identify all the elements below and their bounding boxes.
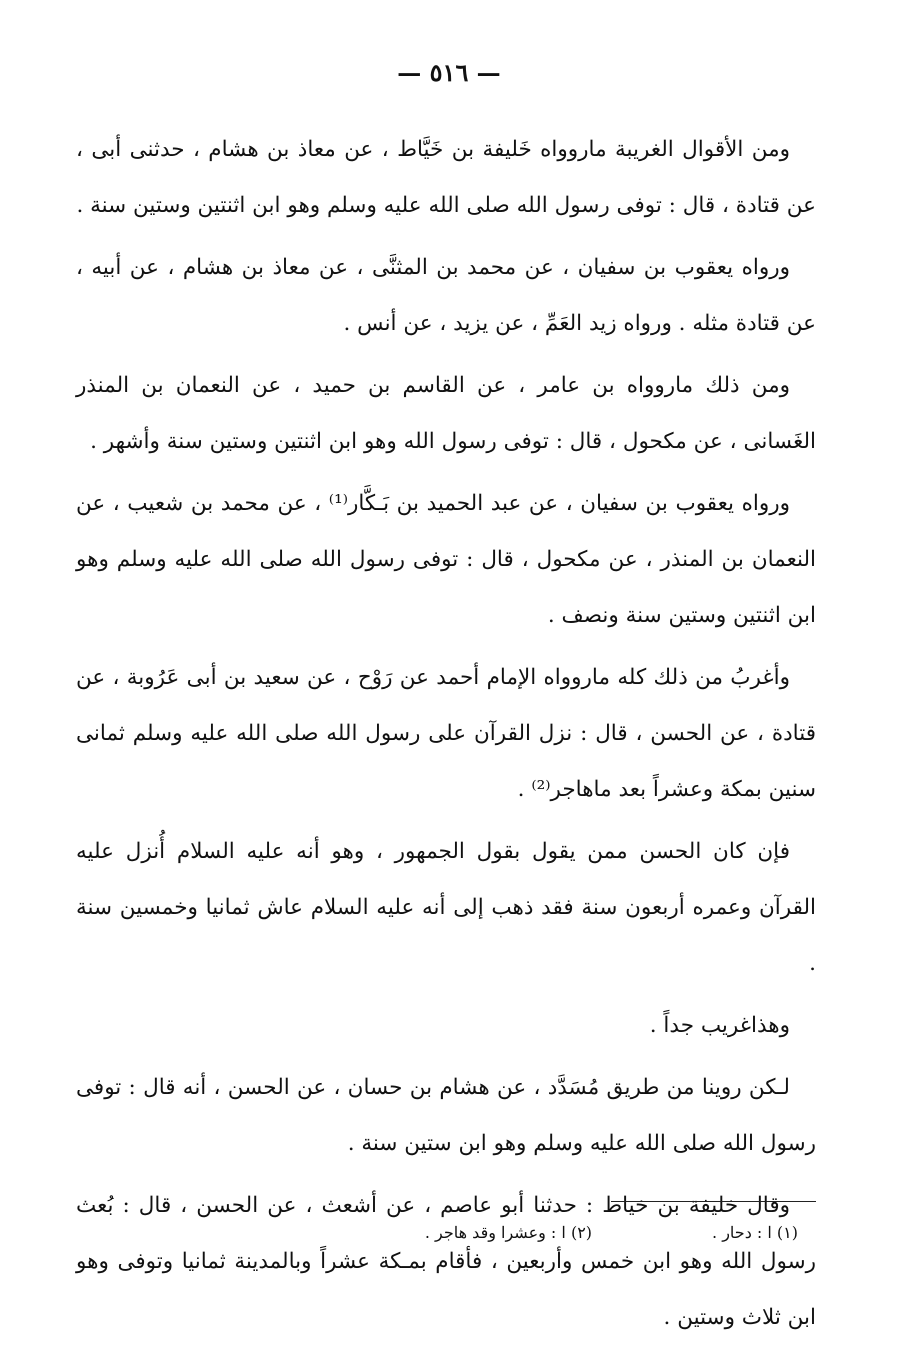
paragraph: ورواه يعقوب بن سفيان ، عن محمد بن المثنَّى ، عن معاذ بن هشام ، عن أبيه ، عن قتادة مثله . ورواه زيد العَمِّ ، عن يزيد ، عن أنس . bbox=[76, 255, 816, 336]
paragraph: ومن الأقوال الغريبة ماروواه خَليفة بن خَيَّاط ، عن معاذ بن هشام ، حدثنى أبى ، عن قتادة ، قال : توفى رسول الله صلى الله عليه وسلم وهو ابن اثنتين وستين سنة . bbox=[76, 137, 816, 218]
paragraph: لـكن روينا من طريق مُسَدَّد ، عن هشام بن حسان ، عن الحسن ، أنه قال : توفى رسول الله صلى الله عليه وسلم وهو ابن ستين سنة . bbox=[76, 1075, 816, 1156]
paragraph: وقال خليفة بن خياط : حدثنا أبو عاصم ، عن أشعث ، عن الحسن ، قال : بُعث رسول الله وهو ابن خمس وأربعين ، فأقام بمـكة عشراً وبالمدينة ثمانيا وتوفى وهو ابن ثلاث وستين . bbox=[76, 1193, 816, 1330]
body-text bbox=[76, 122, 816, 1352]
paragraph: فإن كان الحسن ممن يقول بقول الجمهور ، وهو أنه عليه السلام أُنزل عليه القرآن وعمره أربعون سنة فقد ذهب إلى أنه عليه السلام عاش ثمانيا وخمسين سنة . bbox=[76, 839, 816, 976]
paragraph: ورواه يعقوب بن سفيان ، عن عبد الحميد بن بَـكَّار⁽¹⁾ ، عن محمد بن شعيب ، عن النعمان بن المنذر ، عن مكحول ، قال : توفى رسول الله صلى الله عليه وسلم وهو ابن اثنتين وستين سنة ونصف . bbox=[76, 491, 816, 628]
footnote-divider bbox=[611, 1201, 816, 1202]
paragraph: وهذاغريب جداً . bbox=[649, 1013, 790, 1038]
footnotes bbox=[78, 1220, 798, 1246]
footnote-2: (٢) ا : وعشرا وقد هاجر . bbox=[424, 1223, 593, 1242]
paragraph: وأغربُ من ذلك كله ماروواه الإمام أحمد عن رَوْح ، عن سعيد بن أبى عَرُوبة ، عن قتادة ، عن الحسن ، قال : نزل القرآن على رسول الله صلى الله عليه وسلم ثمانى سنين بمكة وعشراً بعد ماهاجر⁽²⁾ . bbox=[76, 665, 816, 802]
paragraph: ومن ذلك ماروواه بن عامر ، عن القاسم بن حميد ، عن النعمان بن المنذر الغَسانى ، عن مكحول ، قال : توفى رسول الله وهو ابن اثنتين وستين سنة وأشهر . bbox=[76, 373, 816, 454]
page-number: — ٥١٦ — bbox=[397, 58, 501, 87]
footnote-1: (١) ا : دحار . bbox=[712, 1223, 798, 1242]
